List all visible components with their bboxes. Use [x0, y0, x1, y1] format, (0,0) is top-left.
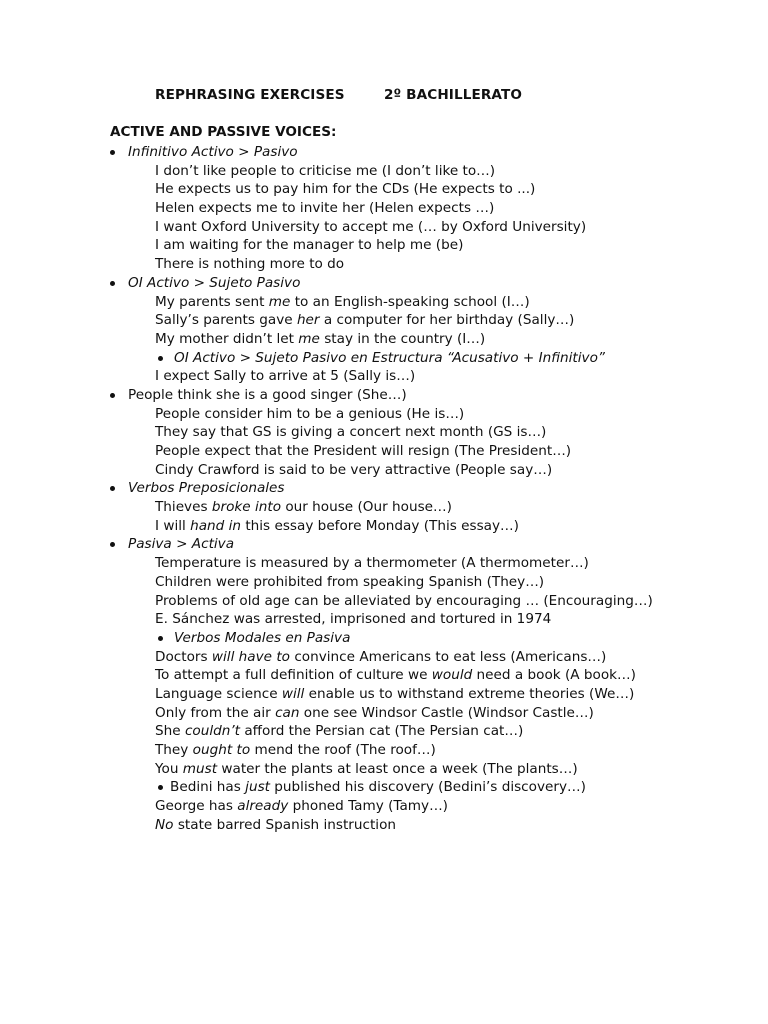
line-text: I expect Sally to arrive at 5 (Sally is…) — [155, 368, 416, 385]
italic-text: will have to — [211, 648, 290, 665]
exercise-item — [0, 797, 768, 816]
line-text: He expects us to pay him for the CDs (He expects to ...) — [155, 181, 536, 198]
line-text: convince Americans to eat less (Americans…) — [290, 648, 607, 665]
bullet-heading — [0, 479, 768, 498]
italic-text: broke into — [211, 499, 282, 516]
bullet-dot-icon — [110, 542, 115, 547]
bullet-heading — [0, 386, 768, 405]
line-text: My parents sent — [155, 293, 269, 310]
italic-text: must — [182, 760, 218, 777]
line-text: Language science — [155, 685, 282, 702]
italic-text: OI Activo > Sujeto Pasivo — [128, 274, 301, 291]
line-text: Sally’s parents gave — [155, 312, 297, 329]
exercise-item — [0, 255, 768, 274]
line-text: need a book (A book…) — [472, 667, 636, 684]
line-text: There is nothing more to do — [155, 256, 345, 273]
italic-text: me — [268, 293, 291, 310]
line-text: mend the roof (The roof…) — [250, 742, 436, 758]
italic-text: Infinitivo Activo > Pasivo — [128, 144, 298, 160]
italic-text: her — [296, 312, 320, 329]
line-text: I want Oxford University to accept me (… by Oxford University) — [155, 218, 587, 235]
exercise-item — [0, 218, 768, 237]
exercise-item — [0, 760, 768, 779]
bullet-dot-icon — [110, 486, 115, 491]
line-text: Bedini has — [170, 779, 246, 796]
sub-bullet-heading — [0, 349, 768, 368]
line-text: enable us to withstand extreme theories (We…) — [304, 685, 635, 702]
line-text: To attempt a full definition of culture we — [155, 667, 432, 684]
italic-text: already — [237, 798, 289, 815]
exercise-item — [0, 610, 768, 629]
italic-text: can — [275, 704, 300, 721]
italic-text: me — [298, 330, 320, 347]
line-text: Children were prohibited from speaking Spanish (They…) — [155, 573, 545, 590]
exercise-item — [0, 573, 768, 592]
line-text: Helen expects me to invite her (Helen expects …) — [155, 200, 495, 217]
italic-text: will — [281, 685, 305, 702]
exercise-item — [0, 722, 768, 741]
exercise-item — [0, 236, 768, 255]
line-text: She — [155, 723, 185, 740]
line-text: People expect that the President will resign (The President…) — [155, 443, 572, 459]
line-text: Problems of old age can be alleviated by encouraging … (Encouraging…) — [155, 592, 653, 609]
exercise-item — [0, 685, 768, 704]
line-text: stay in the country (I…) — [319, 330, 486, 347]
line-text: a computer for her birthday (Sally…) — [319, 312, 575, 329]
line-text: E. Sánchez was arrested, imprisoned and tortured in 1974 — [155, 611, 552, 628]
grade-label: 2º BACHILLERATO — [384, 87, 523, 103]
exercise-item — [0, 423, 768, 442]
bullet-heading — [0, 535, 768, 554]
exercise-item — [0, 405, 768, 424]
line-text: Cindy Crawford is said to be very attractive (People say…) — [155, 461, 553, 478]
bullet-heading — [0, 143, 768, 162]
bullet-dot-icon — [110, 150, 115, 155]
line-text: state barred Spanish instruction — [173, 816, 397, 833]
exercise-item — [0, 704, 768, 723]
exercise-item — [0, 816, 768, 835]
exercise-item — [0, 778, 768, 797]
section-title: ACTIVE AND PASSIVE VOICES: — [110, 124, 337, 140]
italic-text: hand in — [190, 517, 242, 534]
line-text: water the plants at least once a week (The plants…) — [217, 760, 578, 777]
exercise-item — [0, 199, 768, 218]
italic-text: just — [245, 779, 270, 796]
document-header — [155, 87, 523, 103]
exercise-item — [0, 162, 768, 181]
italic-text: No — [155, 816, 174, 833]
bullet-dot-icon — [158, 636, 163, 641]
line-text: George has — [155, 798, 238, 815]
line-text: Thieves — [155, 499, 212, 516]
document-title: REPHRASING EXERCISES — [155, 87, 345, 103]
exercise-item — [0, 666, 768, 685]
exercise-item — [0, 554, 768, 573]
italic-text: Verbos Preposicionales — [128, 480, 285, 497]
line-text: I don’t like people to criticise me (I don’t like to…) — [155, 162, 496, 179]
exercise-item — [0, 741, 768, 760]
bullet-heading — [0, 274, 768, 293]
italic-text: ought to — [192, 742, 251, 758]
bullet-dot-icon — [110, 281, 115, 286]
italic-text: couldn’t — [184, 723, 241, 740]
bullet-dot-icon — [110, 393, 115, 398]
exercise-item — [0, 330, 768, 349]
exercise-item — [0, 442, 768, 461]
line-text: They — [155, 742, 193, 758]
exercise-list — [0, 143, 768, 834]
line-text: Only from the air — [155, 704, 276, 721]
bullet-dot-icon — [158, 356, 163, 361]
line-text: Temperature is measured by a thermometer (A thermometer…) — [155, 555, 589, 572]
line-text: to an English-speaking school (I…) — [290, 293, 530, 310]
exercise-item — [0, 517, 768, 536]
line-text: People think she is a good singer (She…) — [128, 386, 407, 403]
line-text: afford the Persian cat (The Persian cat…) — [240, 723, 524, 740]
exercise-item — [0, 367, 768, 386]
line-text: They say that GS is giving a concert next month (GS is…) — [155, 424, 547, 441]
italic-text: Pasiva > Activa — [128, 536, 235, 553]
exercise-item — [0, 180, 768, 199]
line-text: I am waiting for the manager to help me (be) — [155, 237, 464, 254]
line-text: People consider him to be a genious (He is…) — [155, 405, 465, 422]
line-text: phoned Tamy (Tamy…) — [288, 798, 448, 815]
line-text: You — [155, 760, 183, 777]
exercise-item — [0, 461, 768, 480]
line-text: one see Windsor Castle (Windsor Castle…) — [299, 704, 594, 721]
line-text: published his discovery (Bedini’s discovery…) — [269, 779, 586, 796]
italic-text: OI Activo > Sujeto Pasivo en Estructura “Acusativo + Infinitivo” — [174, 349, 605, 366]
exercise-item — [0, 311, 768, 330]
exercise-item — [0, 293, 768, 312]
line-text: My mother didn’t let — [155, 330, 299, 347]
italic-text: Verbos Modales en Pasiva — [174, 629, 351, 646]
line-text: I will — [155, 517, 191, 534]
line-text: Doctors — [155, 648, 212, 665]
sub-bullet-heading — [0, 629, 768, 648]
italic-text: would — [431, 667, 473, 684]
line-text: our house (Our house…) — [281, 499, 452, 516]
exercise-item — [0, 592, 768, 611]
exercise-item — [0, 648, 768, 667]
bullet-dot-icon — [158, 785, 163, 790]
exercise-item — [0, 498, 768, 517]
line-text: this essay before Monday (This essay…) — [241, 517, 519, 534]
